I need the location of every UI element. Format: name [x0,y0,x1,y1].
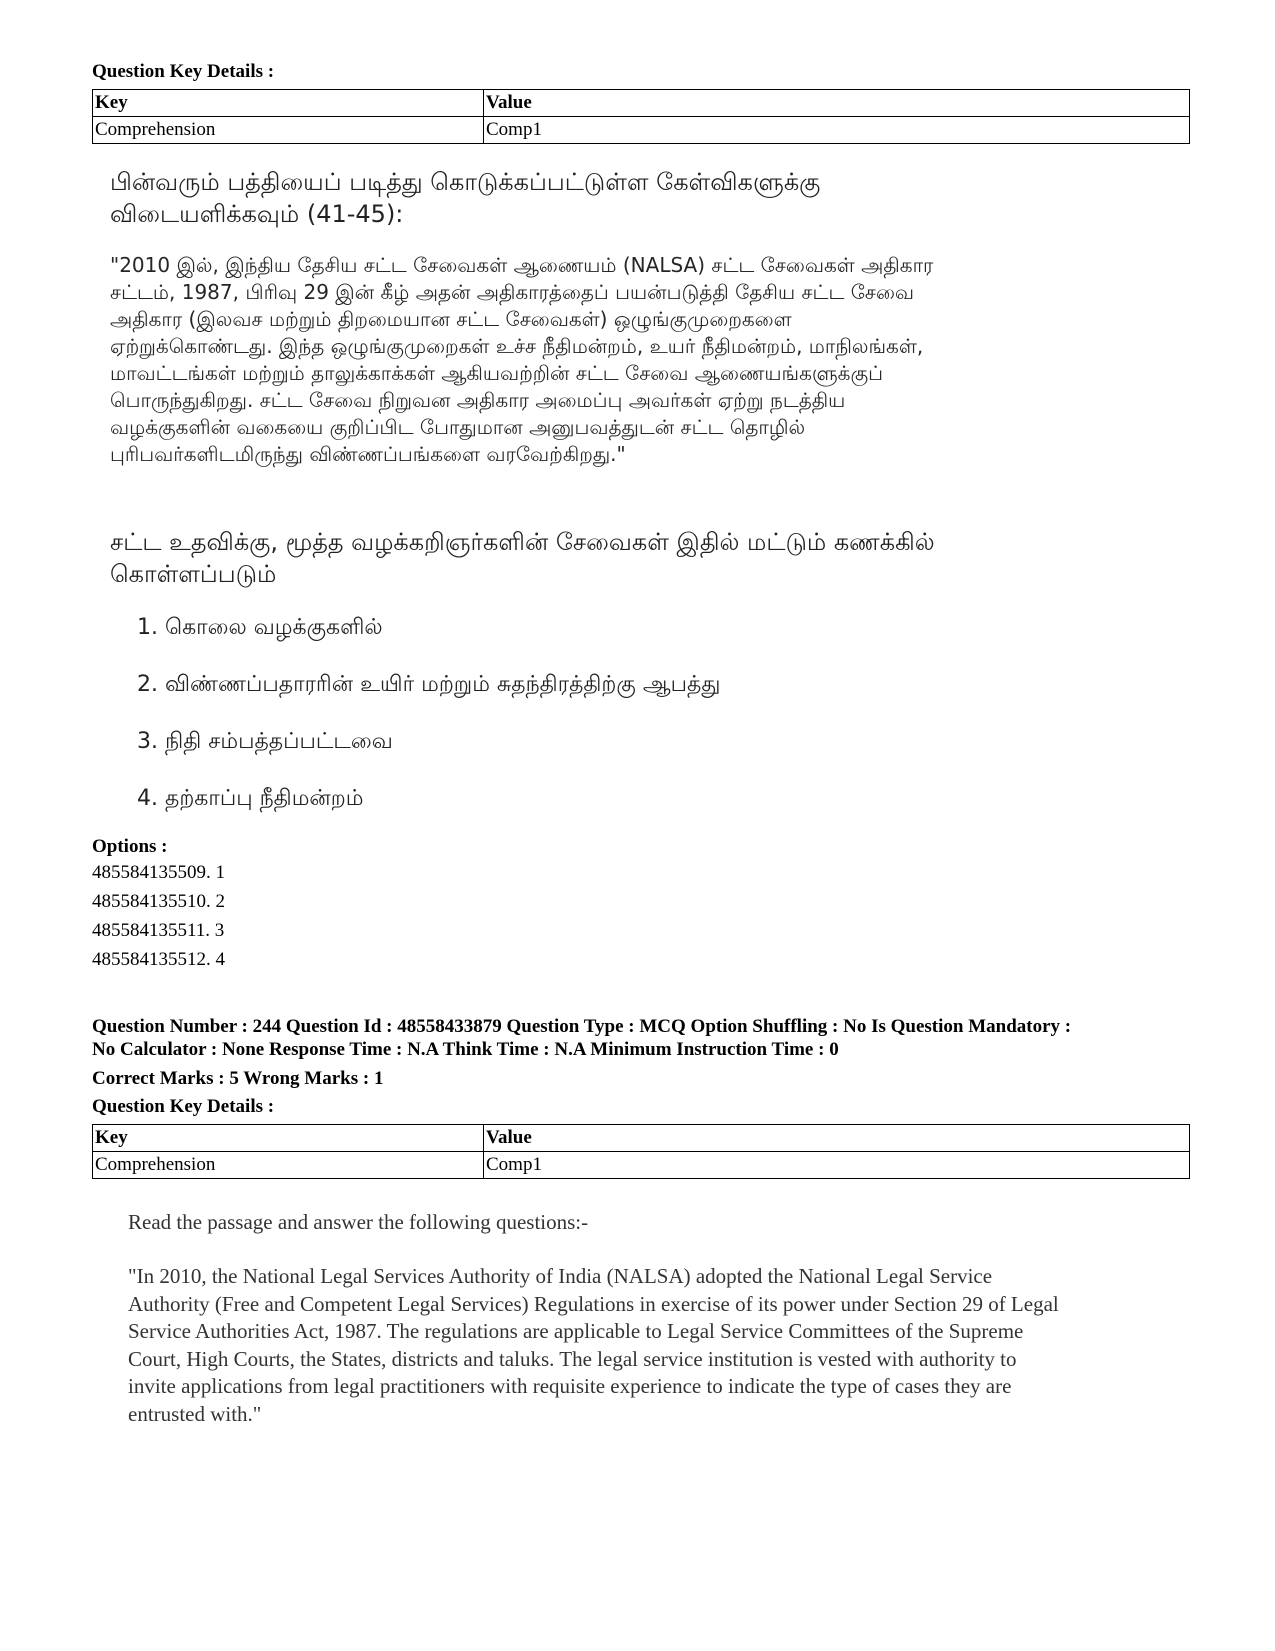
passage-line: invite applications from legal practitioners with requisite experience to indicate the type of cases they are [128,1374,1012,1398]
options-label: Options : [92,836,168,857]
cell-value: Comp1 [484,1152,1190,1179]
english-instruction: Read the passage and answer the following questions:- [128,1210,589,1234]
cell-value: Comp1 [484,117,1190,144]
cell-key: Comprehension [93,1152,484,1179]
tamil-passage [110,252,1170,468]
tamil-choice: 3. நிதி சம்பத்தப்பட்டவை [137,729,393,754]
tamil-choice: 4. தற்காப்பு நீதிமன்றம் [137,786,364,811]
tamil-question [110,526,935,590]
tamil-intro [110,166,820,230]
passage-line: entrusted with." [128,1401,262,1426]
question-line: சட்ட உதவிக்கு, மூத்த வழக்கறிஞர்களின் சேவைகள் இதில் மட்டும் கணக்கில் [110,528,935,556]
passage-line: Service Authorities Act, 1987. The regulations are applicable to Legal Service Committees of the Supreme [128,1319,1024,1343]
key-details-table [92,89,1190,144]
passage-line: ஏற்றுக்கொண்டது. இந்த ஒழுங்குமுறைகள் உச்ச நீதிமன்றம், உயர் நீதிமன்றம், மாநிலங்கள், [110,334,924,358]
question-meta-line: Question Number : 244 Question Id : 48558433879 Question Type : MCQ Option Shuffling : No Is Question Mandatory : [92,1016,1072,1037]
cell-key: Comprehension [93,117,484,144]
passage-line: வழக்குகளின் வகையை குறிப்பிட போதுமான அனுபவத்துடன் சட்ட தொழில் [110,415,806,439]
table-header-row [93,90,1190,117]
english-passage [128,1263,1238,1428]
header-key: Key [93,1125,484,1152]
option-item: 485584135512. 4 [92,949,225,970]
passage-line: பொருந்துகிறது. சட்ட சேவை நிறுவன அதிகார அமைப்பு அவர்கள் ஏற்று நடத்திய [110,388,846,412]
passage-line: சட்டம், 1987, பிரிவு 29 இன் கீழ் அதன் அதிகாரத்தைப் பயன்படுத்தி தேசிய சட்ட சேவை [110,280,915,304]
header-value: Value [484,1125,1190,1152]
option-item: 485584135509. 1 [92,862,225,883]
passage-line: புரிபவர்களிடமிருந்து விண்ணப்பங்களை வரவேற்கிறது." [110,442,626,466]
tamil-choice: 2. விண்ணப்பதாரரின் உயிர் மற்றும் சுதந்திரத்திற்கு ஆபத்து [137,672,721,697]
marks-line: Correct Marks : 5 Wrong Marks : 1 [92,1068,384,1089]
passage-line: Court, High Courts, the States, districts and taluks. The legal service institution is vested with authority to [128,1346,1017,1371]
question-meta [92,1015,1202,1061]
passage-line: அதிகார (இலவச மற்றும் திறமையான சட்ட சேவைகள்) ஒழுங்குமுறைகளை [110,307,792,331]
table-header-row [93,1125,1190,1152]
table-row [93,1152,1190,1179]
question-line: கொள்ளப்படும் [110,560,277,588]
passage-line: "In 2010, the National Legal Services Authority of India (NALSA) adopted the National Legal Service [128,1264,993,1288]
key-details-label: Question Key Details : [92,1096,275,1117]
passage-line: "2010 இல், இந்திய தேசிய சட்ட சேவைகள் ஆணையம் (NALSA) சட்ட சேவைகள் அதிகார [110,253,934,277]
tamil-intro-line: பின்வரும் பத்தியைப் படித்து கொடுக்கப்பட்டுள்ள கேள்விகளுக்கு [110,168,821,196]
header-key: Key [93,90,484,117]
options-list [92,858,225,974]
passage-line: மாவட்டங்கள் மற்றும் தாலுக்காக்கள் ஆகியவற்றின் சட்ட சேவை ஆணையங்களுக்குப் [110,361,883,385]
option-item: 485584135510. 2 [92,891,225,912]
option-item: 485584135511. 3 [92,920,225,941]
header-value: Value [484,90,1190,117]
passage-line: Authority (Free and Competent Legal Services) Regulations in exercise of its power under Section 29 of Legal [128,1291,1059,1316]
tamil-intro-line: விடையளிக்கவும் (41-45): [110,200,404,228]
key-details-table [92,1124,1190,1179]
table-row [93,117,1190,144]
tamil-choice: 1. கொலை வழக்குகளில் [137,615,383,640]
key-details-label: Question Key Details : [92,61,275,82]
question-meta-line: No Calculator : None Response Time : N.A Think Time : N.A Minimum Instruction Time : 0 [92,1039,839,1060]
